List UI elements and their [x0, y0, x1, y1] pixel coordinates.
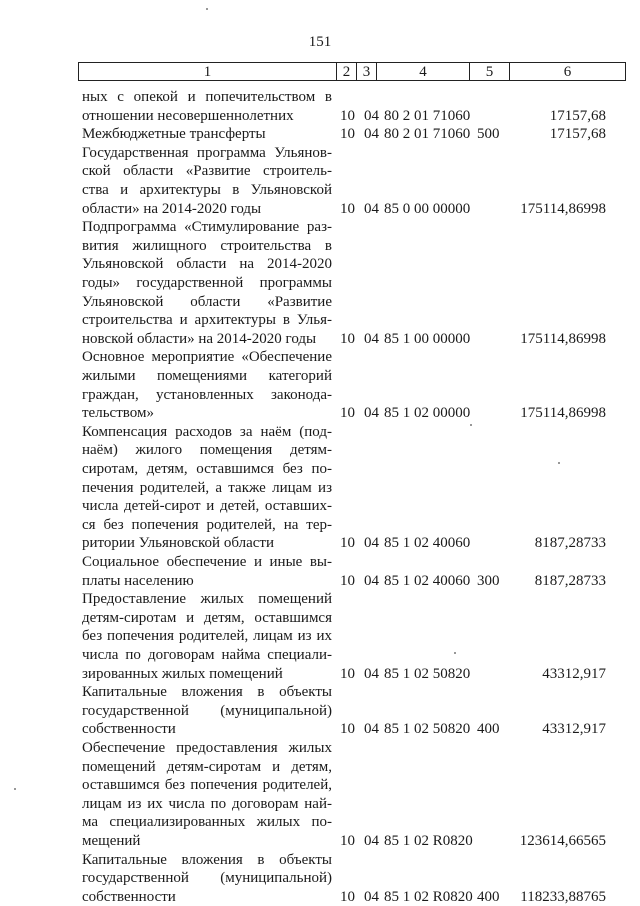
description-line: лицам из их числа по договорам най-	[82, 795, 332, 812]
table-row	[0, 423, 640, 553]
description-line: Капитальные вложения в объекты	[82, 851, 332, 868]
table-row	[0, 739, 640, 851]
table-row	[0, 88, 640, 125]
scan-speck	[454, 652, 456, 654]
description-line: ся без попечения родителей, на тер-	[82, 516, 332, 533]
section-code: 10	[340, 721, 355, 738]
description-line: наём) жилого помещения детям-	[82, 442, 332, 459]
target-article-code: 85 1 02 50820	[384, 665, 471, 682]
description-line: тельством»	[82, 405, 154, 422]
amount: 123614,66565	[519, 833, 606, 849]
section-code: 10	[340, 535, 355, 552]
expense-type-code: 500	[477, 126, 500, 143]
description-line: жилыми помещениями категорий	[82, 367, 332, 384]
row-description	[82, 851, 332, 906]
expense-type-code: 400	[477, 721, 500, 738]
section-code: 10	[340, 572, 355, 589]
section-code: 10	[340, 888, 355, 905]
description-line: ных с опекой и попечительством в	[82, 89, 332, 105]
row-description	[82, 590, 332, 683]
description-line: сиротам, детям, оставшимся без по-	[82, 460, 332, 477]
section-code: 10	[340, 126, 355, 143]
description-line: Обеспечение предоставления жилых	[82, 740, 332, 756]
description-line: Ульяновской области на 2014-2020	[82, 256, 332, 273]
description-line: государственной (муниципальной)	[82, 870, 332, 887]
column-header-6: 6	[510, 63, 626, 81]
row-description	[82, 423, 332, 553]
description-line: без попечения родителей, лицам из их	[82, 628, 332, 645]
amount: 8187,28733	[534, 572, 606, 589]
amount: 175114,86998	[520, 330, 606, 347]
description-line: годы» государственной программы	[82, 274, 332, 291]
description-line: платы населению	[82, 572, 194, 589]
description-line: Капитальные вложения в объекты	[82, 684, 332, 701]
subsection-code: 04	[364, 405, 379, 422]
row-description	[82, 88, 332, 125]
description-line: печения родителей, а также лицам из	[82, 479, 332, 496]
section-code: 10	[340, 665, 355, 682]
amount: 118233,88765	[520, 888, 606, 905]
scan-speck	[558, 462, 560, 464]
scan-speck	[206, 8, 208, 10]
expense-type-code: 300	[477, 572, 500, 589]
description-line: Ульяновской области «Развитие	[82, 293, 332, 310]
scan-speck	[14, 788, 16, 790]
subsection-code: 04	[364, 200, 379, 217]
description-line: отношении несовершеннолетних	[82, 107, 294, 124]
subsection-code: 04	[364, 665, 379, 682]
table-row	[0, 144, 640, 218]
subsection-code: 04	[364, 572, 379, 589]
subsection-code: 04	[364, 833, 379, 849]
section-code: 10	[340, 200, 355, 217]
target-article-code: 85 1 02 R0820	[384, 833, 473, 849]
description-line: новской области» на 2014-2020 годы	[82, 330, 317, 347]
description-line: ства и архитектуры в Ульяновской	[82, 181, 332, 198]
column-header-5: 5	[470, 63, 510, 81]
column-header-3: 3	[357, 63, 377, 81]
description-line: государственной (муниципальной)	[82, 702, 332, 719]
description-line: вития жилищного строительства в	[82, 237, 332, 254]
description-line: зированных жилых помещений	[82, 665, 283, 682]
column-header-row	[79, 63, 626, 81]
table-row	[0, 125, 640, 144]
description-line: Государственная программа Ульянов-	[82, 144, 332, 161]
target-article-code: 85 0 00 00000	[384, 200, 471, 217]
row-description	[82, 144, 332, 218]
column-header-4: 4	[377, 63, 470, 81]
description-line: Подпрограмма «Стимулирование раз-	[82, 219, 332, 236]
target-article-code: 80 2 01 71060	[384, 107, 471, 124]
column-header-1: 1	[79, 63, 337, 81]
description-line: области» на 2014-2020 годы	[82, 200, 262, 217]
column-header-2: 2	[337, 63, 357, 81]
amount: 175114,86998	[520, 405, 606, 422]
amount: 17157,68	[549, 107, 606, 124]
description-line: ской области «Развитие строитель-	[82, 163, 332, 180]
scan-speck	[470, 424, 472, 426]
description-line: Межбюджетные трансферты	[82, 126, 266, 143]
subsection-code: 04	[364, 535, 379, 552]
description-line: числа детей-сирот и детей, оставших-	[82, 498, 332, 515]
amount: 17157,68	[549, 126, 606, 143]
amount: 8187,28733	[534, 535, 606, 552]
description-line: оставшимся без попечения родителей,	[82, 777, 332, 794]
description-line: мещений	[82, 832, 141, 849]
description-line: Компенсация расходов за наём (под-	[82, 423, 332, 440]
subsection-code: 04	[364, 126, 379, 143]
row-description	[82, 348, 332, 422]
description-line: строительства и архитектуры в Улья-	[82, 312, 332, 329]
description-line: числа по договорам найма специали-	[82, 646, 332, 663]
section-code: 10	[340, 107, 355, 124]
amount: 43312,917	[542, 721, 606, 738]
description-line: граждан, установленных законода-	[82, 386, 332, 403]
target-article-code: 85 1 02 50820	[384, 721, 471, 738]
row-description	[82, 739, 332, 851]
table-row	[0, 683, 640, 739]
table-row	[0, 553, 640, 590]
column-header-table	[78, 62, 626, 81]
amount: 43312,917	[542, 665, 606, 682]
description-line: детям-сиротам и детям, оставшимся	[82, 609, 332, 626]
table-row	[0, 590, 640, 683]
section-code: 10	[340, 330, 355, 347]
subsection-code: 04	[364, 330, 379, 347]
section-code: 10	[340, 405, 355, 422]
description-line: Социальное обеспечение и иные вы-	[82, 554, 332, 570]
row-description	[82, 683, 332, 739]
expense-type-code: 400	[477, 888, 500, 905]
table-row	[0, 218, 640, 348]
row-description	[82, 553, 332, 590]
target-article-code: 80 2 01 71060	[384, 126, 471, 143]
target-article-code: 85 1 00 00000	[384, 330, 471, 347]
row-description	[82, 218, 332, 348]
subsection-code: 04	[364, 721, 379, 738]
table-row	[0, 851, 640, 906]
description-line: собственности	[82, 888, 176, 905]
target-article-code: 85 1 02 40060	[384, 535, 471, 552]
target-article-code: 85 1 02 40060	[384, 572, 471, 589]
section-code: 10	[340, 833, 355, 849]
page-number: 151	[308, 34, 332, 50]
target-article-code: 85 1 02 00000	[384, 405, 471, 422]
description-line: собственности	[82, 721, 176, 738]
table-row	[0, 348, 640, 422]
description-line: ма специализированных жилых по-	[82, 814, 332, 831]
description-line: Основное мероприятие «Обеспечение	[82, 349, 332, 366]
target-article-code: 85 1 02 R0820	[384, 888, 473, 905]
row-description	[82, 125, 332, 144]
subsection-code: 04	[364, 107, 379, 124]
description-line: ритории Ульяновской области	[82, 535, 274, 552]
description-line: Предоставление жилых помещений	[82, 591, 332, 608]
amount: 175114,86998	[520, 200, 606, 217]
subsection-code: 04	[364, 888, 379, 905]
description-line: помещений детям-сиротам и детям,	[82, 758, 332, 775]
